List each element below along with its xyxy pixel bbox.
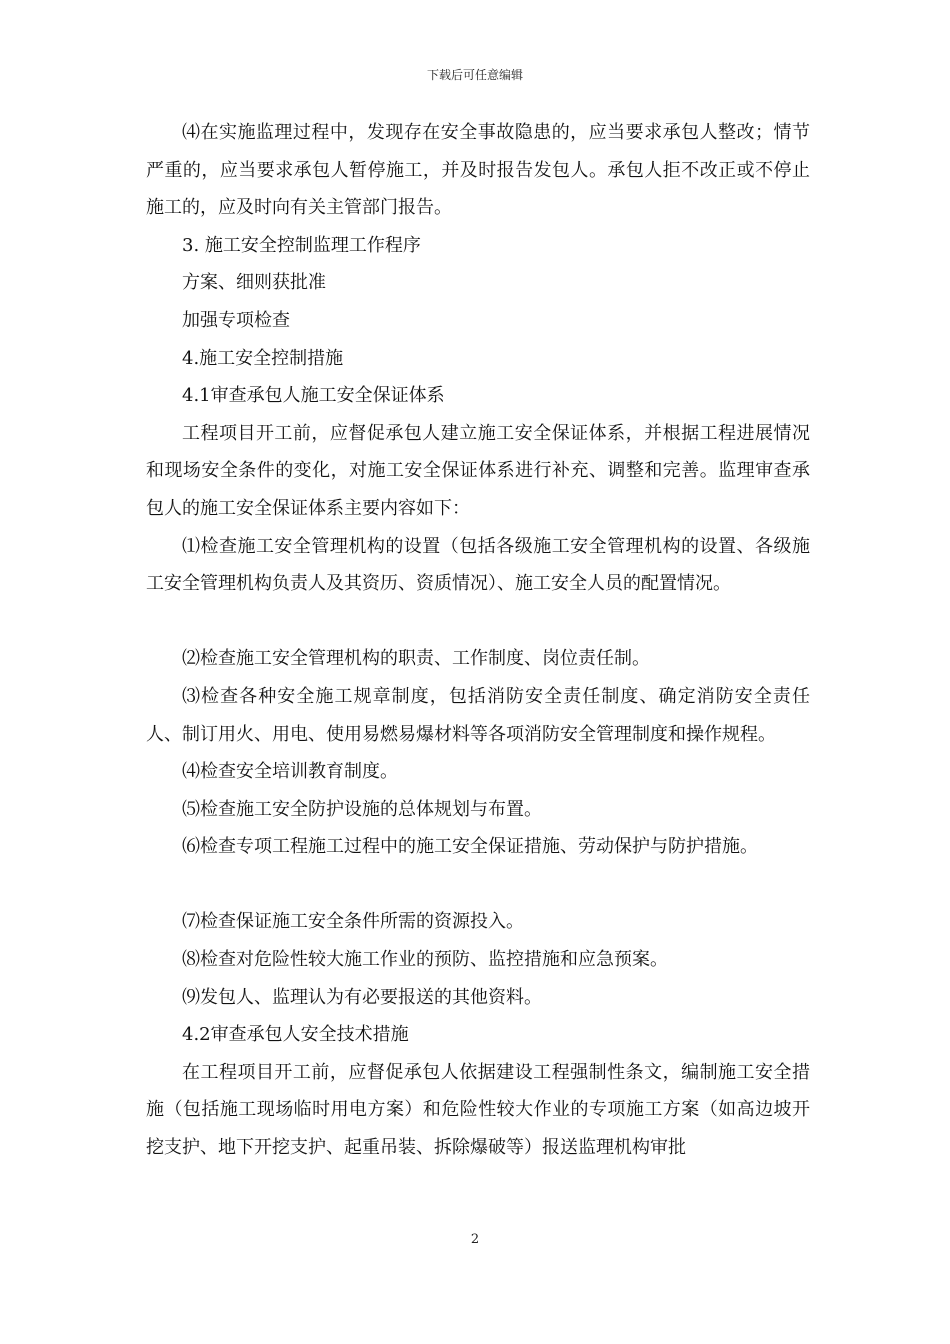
- list-item-6: ⑹检查专项工程施工过程中的施工安全保证措施、劳动保护与防护措施。: [182, 836, 758, 858]
- list-item-8: ⑻检查对危险性较大施工作业的预防、监控措施和应急预案。: [182, 949, 668, 971]
- document-body: [146, 114, 810, 1167]
- heading-3-procedure: 3. 施工安全控制监理工作程序: [182, 234, 421, 256]
- list-item-4: ⑷检查安全培训教育制度。: [182, 761, 398, 783]
- list-item-5: ⑸检查施工安全防护设施的总体规划与布置。: [182, 798, 542, 820]
- list-item-7: ⑺检查保证施工安全条件所需的资源投入。: [182, 911, 524, 933]
- list-item-9: ⑼发包人、监理认为有必要报送的其他资料。: [182, 986, 542, 1008]
- paragraph-technical-measures: 在工程项目开工前，应督促承包人依据建设工程强制性条文，编制施工安全措施（包括施工现场临时用电方案）和危险性较大作业的专项施工方案（如高边坡开挖支护、地下开挖支护、起重吊装、拆除爆破等）报送监理机构审批: [146, 1061, 810, 1159]
- paragraph-system-review: 工程项目开工前，应督促承包人建立施工安全保证体系，并根据工程进展情况和现场安全条件的变化，对施工安全保证体系进行补充、调整和完善。监理审查承包人的施工安全保证体系主要内容如下：: [146, 422, 810, 519]
- procedure-step-inspect: 加强专项检查: [182, 309, 290, 331]
- page-number: 2: [470, 1232, 480, 1247]
- list-item-3: ⑶检查各种安全施工规章制度，包括消防安全责任制度、确定消防安全责任人、制订用火、用电、使用易燃易爆材料等各项消防安全管理制度和操作规程。: [146, 685, 810, 745]
- blank-line: [146, 866, 810, 904]
- blank-line: [146, 603, 810, 641]
- list-item-2: ⑵检查施工安全管理机构的职责、工作制度、岗位责任制。: [182, 648, 650, 670]
- heading-4-1: 4.1审查承包人施工安全保证体系: [182, 385, 445, 407]
- paragraph-safety-hazard: ⑷在实施监理过程中，发现存在安全事故隐患的，应当要求承包人整改；情节严重的，应当要求承包人暂停施工，并及时报告发包人。承包人拒不改正或不停止施工的，应及时向有关主管部门报告。: [146, 122, 810, 219]
- procedure-step-plan: 方案、细则获批准: [182, 272, 326, 294]
- list-item-1: ⑴检查施工安全管理机构的设置（包括各级施工安全管理机构的设置、各级施工安全管理机构负责人及其资历、资质情况）、施工安全人员的配置情况。: [146, 535, 810, 595]
- heading-4-measures: 4.施工安全控制措施: [182, 347, 344, 369]
- heading-4-2: 4.2审查承包人安全技术措施: [182, 1024, 409, 1046]
- page-header: 下载后可任意编辑: [426, 68, 523, 82]
